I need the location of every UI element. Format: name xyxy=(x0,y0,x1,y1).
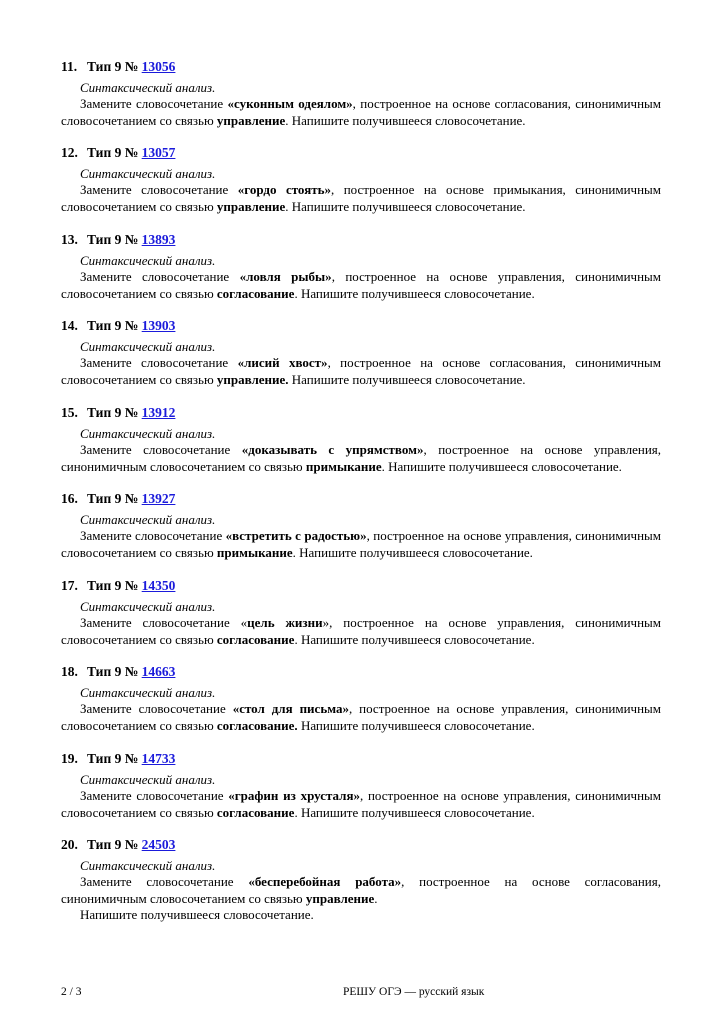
task-20 xyxy=(61,836,661,924)
task-text-part: , построенное на основе согласования, синонимичным словосочетанием со связью xyxy=(61,874,661,906)
task-text xyxy=(61,182,661,215)
task-link-type: управление xyxy=(305,890,375,906)
task-link-type: управление xyxy=(216,112,286,128)
task-header xyxy=(61,577,661,594)
task-type: Тип 9 № xyxy=(87,751,142,766)
task-header xyxy=(61,58,661,75)
task-id-link[interactable]: 13893 xyxy=(141,232,176,247)
task-text-part: », построенное на основе управления, синонимичным словосочетанием со связью xyxy=(61,615,662,647)
task-subtitle: Синтаксический анализ. xyxy=(80,80,216,95)
task-id-link[interactable]: 14663 xyxy=(141,664,176,679)
task-link-type: примыкание xyxy=(305,458,382,474)
task-text-part: Замените словосочетание xyxy=(80,269,240,284)
task-header xyxy=(61,663,661,680)
task-text xyxy=(61,874,661,907)
task-type: Тип 9 № xyxy=(87,664,142,679)
task-15 xyxy=(61,404,661,475)
task-id-link[interactable]: 24503 xyxy=(141,837,176,852)
task-phrase: «бесперебойная работа» xyxy=(248,874,402,889)
task-header xyxy=(61,231,661,248)
task-13 xyxy=(61,231,661,302)
task-14 xyxy=(61,317,661,388)
task-text-part: . Напишите получившееся словосочетание. xyxy=(294,804,535,820)
task-id-link[interactable]: 13056 xyxy=(141,59,176,74)
task-header xyxy=(61,404,661,421)
task-text xyxy=(61,528,661,561)
task-phrase: «стол для письма» xyxy=(232,701,349,716)
task-phrase: «суконным одеялом» xyxy=(227,96,353,111)
task-type: Тип 9 № xyxy=(87,837,142,852)
task-subtitle: Синтаксический анализ. xyxy=(80,512,216,527)
task-link-type: согласование. xyxy=(216,717,298,733)
task-number: 16. xyxy=(61,491,78,506)
task-header xyxy=(61,836,661,853)
task-text xyxy=(61,701,661,734)
task-text-part: Замените словосочетание xyxy=(80,788,229,803)
task-text-part: Замените словосочетание xyxy=(80,874,249,889)
task-text-part: Замените словосочетание xyxy=(80,355,238,370)
task-subtitle: Синтаксический анализ. xyxy=(80,426,216,441)
footer-source: РЕШУ ОГЭ — русский язык xyxy=(343,986,485,998)
task-number: 17. xyxy=(61,578,78,593)
task-text-part: , построенное на основе управления, синонимичным словосочетанием со связью xyxy=(61,442,661,474)
task-text xyxy=(61,96,661,129)
task-type: Тип 9 № xyxy=(87,491,142,506)
task-number: 19. xyxy=(61,751,78,766)
task-type: Тип 9 № xyxy=(87,59,142,74)
task-header xyxy=(61,750,661,767)
task-header xyxy=(61,317,661,334)
task-text-part: , построенное на основе управления, синонимичным словосочетанием со связью xyxy=(61,269,662,301)
task-phrase: «доказывать с упрямством» xyxy=(241,442,424,457)
task-phrase: «ловля рыбы» xyxy=(239,269,332,284)
task-phrase: цель жизни xyxy=(247,615,323,630)
task-number: 18. xyxy=(61,664,78,679)
task-phrase: «встретить с радостью» xyxy=(225,528,367,543)
task-text-part: , построенное на основе согласования, синонимичным словосочетанием со связью xyxy=(61,355,662,387)
task-text-part: Замените словосочетание xyxy=(80,182,238,197)
task-extra-text: Напишите получившееся словосочетание. xyxy=(80,907,314,922)
task-19 xyxy=(61,750,661,821)
task-type: Тип 9 № xyxy=(87,578,142,593)
task-subtitle: Синтаксический анализ. xyxy=(80,685,216,700)
task-phrase: «лисий хвост» xyxy=(237,355,328,370)
task-11 xyxy=(61,58,661,129)
task-number: 20. xyxy=(61,837,78,852)
task-text-part: , построенное на основе согласования, синонимичным словосочетанием со связью xyxy=(61,96,662,128)
task-text xyxy=(61,442,661,475)
task-text-part: , построенное на основе управления, синонимичным словосочетанием со связью xyxy=(61,701,662,733)
task-subtitle: Синтаксический анализ. xyxy=(80,166,216,181)
task-link-type: управление xyxy=(216,198,286,214)
task-18 xyxy=(61,663,661,734)
task-id-link[interactable]: 14350 xyxy=(141,578,176,593)
task-text-part: Замените словосочетание xyxy=(80,96,228,111)
task-text-part: Замените словосочетание « xyxy=(80,615,248,630)
task-text-part: . xyxy=(374,890,378,906)
task-text xyxy=(61,615,661,648)
task-text xyxy=(61,269,661,302)
task-link-type: примыкание xyxy=(216,544,293,560)
task-text-part: . Напишите получившееся словосочетание. xyxy=(294,631,535,647)
task-text-part: . Напишите получившееся словосочетание. xyxy=(294,285,535,301)
task-text-part: . Напишите получившееся словосочетание. xyxy=(285,198,526,214)
task-text-part: . Напишите получившееся словосочетание. xyxy=(285,112,526,128)
task-number: 13. xyxy=(61,232,78,247)
task-text-part: . Напишите получившееся словосочетание. xyxy=(292,544,533,560)
task-type: Тип 9 № xyxy=(87,232,142,247)
task-number: 14. xyxy=(61,318,78,333)
task-type: Тип 9 № xyxy=(87,318,142,333)
task-text xyxy=(61,355,661,388)
task-text-part: , построенное на основе примыкания, синонимичным словосочетанием со связью xyxy=(61,182,662,214)
task-header xyxy=(61,144,661,161)
task-text-part: Напишите получившееся словосочетание. xyxy=(297,717,535,733)
task-id-link[interactable]: 14733 xyxy=(141,751,176,766)
task-text-part: Напишите получившееся словосочетание. xyxy=(288,371,526,387)
task-number: 11. xyxy=(61,59,78,74)
task-text-part: , построенное на основе управления, синонимичным словосочетанием со связью xyxy=(61,788,661,820)
task-link-type: управление. xyxy=(216,371,289,387)
task-phrase: «гордо стоять» xyxy=(237,182,331,197)
task-id-link[interactable]: 13057 xyxy=(141,145,176,160)
task-text-part: , построенное на основе управления, синонимичным словосочетанием со связью xyxy=(61,528,661,560)
task-phrase: «графин из хрусталя» xyxy=(228,788,360,803)
task-17 xyxy=(61,577,661,648)
task-link-type: согласование xyxy=(216,631,295,647)
task-id-link[interactable]: 13912 xyxy=(141,405,176,420)
task-12 xyxy=(61,144,661,215)
task-id-link[interactable]: 13927 xyxy=(141,491,176,506)
task-subtitle: Синтаксический анализ. xyxy=(80,339,216,354)
task-link-type: согласование xyxy=(216,285,295,301)
task-number: 15. xyxy=(61,405,78,420)
task-subtitle: Синтаксический анализ. xyxy=(80,858,216,873)
task-number: 12. xyxy=(61,145,78,160)
task-text-part: . Напишите получившееся словосочетание. xyxy=(381,458,622,474)
task-subtitle: Синтаксический анализ. xyxy=(80,253,216,268)
task-text-part: Замените словосочетание xyxy=(80,701,233,716)
task-16 xyxy=(61,490,661,561)
task-type: Тип 9 № xyxy=(87,145,142,160)
task-text-part: Замените словосочетание xyxy=(80,528,226,543)
task-id-link[interactable]: 13903 xyxy=(141,318,176,333)
task-link-type: согласование xyxy=(216,804,295,820)
task-text-part: Замените словосочетание xyxy=(80,442,242,457)
task-type: Тип 9 № xyxy=(87,405,142,420)
task-header xyxy=(61,490,661,507)
task-subtitle: Синтаксический анализ. xyxy=(80,599,216,614)
task-text xyxy=(61,788,661,821)
page-number: 2 / 3 xyxy=(61,986,82,998)
task-subtitle: Синтаксический анализ. xyxy=(80,772,216,787)
